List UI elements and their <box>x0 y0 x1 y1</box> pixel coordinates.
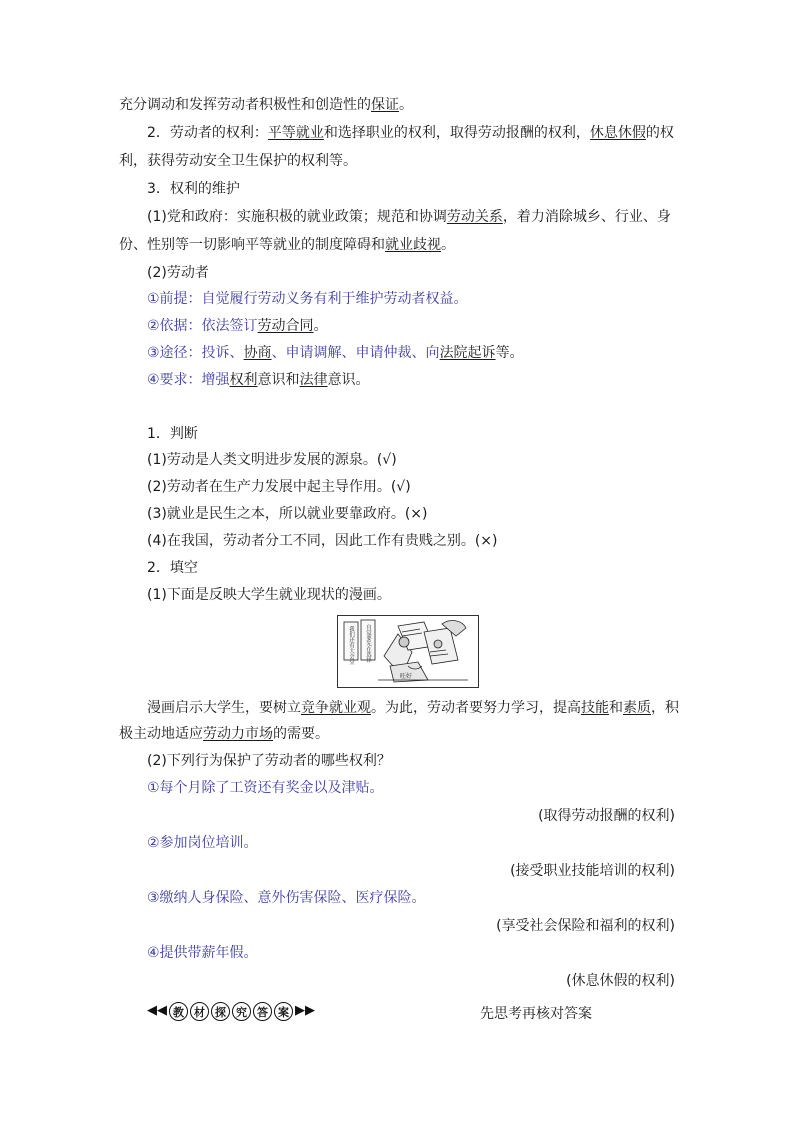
fill-r1: ①每个月除了工资还有奖金以及津贴。 <box>147 780 384 796</box>
fill-q1: (1)下面是反映大学生就业现状的漫画。 <box>147 587 391 603</box>
cartoon-caption-bottom: 旺好 <box>400 673 413 680</box>
banner-left-arrows-icon: ◀◀ <box>147 1003 167 1018</box>
cartoon-image <box>337 615 479 688</box>
item-requirement: ④要求：增强权利意识和法律意识。 <box>147 372 370 388</box>
fill-q2: (2)下列行为保护了劳动者的哪些权利？ <box>147 753 391 769</box>
banner-char: 探 <box>211 1002 230 1021</box>
banner-char: 究 <box>232 1002 251 1021</box>
judge-q2: (2)劳动者在生产力发展中起主导作用。(√) <box>147 479 411 495</box>
cartoon-caption-mid: 自觉要先在选择 <box>365 624 371 663</box>
banner-right-arrows-icon: ▶▶ <box>295 1003 315 1018</box>
fill-r4-answer: (休息休假的权利) <box>566 973 675 989</box>
banner-char: 案 <box>274 1002 293 1021</box>
banner-char: 教 <box>169 1002 188 1021</box>
para-government-line2: 份、性别等一切影响平等就业的制度障碍和就业歧视。 <box>119 237 455 253</box>
judge-title: 1．判断 <box>147 426 198 442</box>
banner-char: 材 <box>190 1002 209 1021</box>
textbook-answer-banner <box>147 999 315 1023</box>
judge-q3: (3)就业是民生之本，所以就业要靠政府。(×) <box>147 506 428 522</box>
cartoon-drawing <box>338 616 478 687</box>
fill-r2: ②参加岗位培训。 <box>147 835 258 851</box>
item-approach: ③途径：投诉、协商、申请调解、申请仲裁、向法院起诉等。 <box>147 345 524 361</box>
fill-r1-answer: (取得劳动报酬的权利) <box>538 808 675 824</box>
banner-char: 答 <box>253 1002 272 1021</box>
item-premise: ①前提：自觉履行劳动义务有利于维护劳动者权益。 <box>147 291 468 307</box>
fill-answer1-line2: 极主动地适应劳动力市场的需要。 <box>119 726 329 742</box>
cartoon-caption-left: 我们还有大会堂 <box>348 626 354 665</box>
para-rights-line1: 2．劳动者的权利：平等就业和选择职业的权利，取得劳动报酬的权利，休息休假的权 <box>147 125 674 141</box>
fill-r3: ③缴纳人身保险、意外伤害保险、医疗保险。 <box>147 890 426 906</box>
section-title-rights-protection: 3．权利的维护 <box>147 181 240 197</box>
banner-tip: 先思考再核对答案 <box>480 1006 592 1022</box>
para-rights-line2: 利，获得劳动安全卫生保护的权利等。 <box>119 153 357 169</box>
fill-answer1-line1: 漫画启示大学生，要树立竞争就业观。为此，劳动者要努力学习，提高技能和素质，积 <box>147 700 679 716</box>
judge-q4: (4)在我国，劳动者分工不同，因此工作有贵贱之别。(×) <box>147 533 498 549</box>
subsection-workers: (2)劳动者 <box>147 265 209 281</box>
item-basis: ②依据：依法签订劳动合同。 <box>147 318 328 334</box>
fill-r4: ④提供带薪年假。 <box>147 945 258 961</box>
para-government-line1: (1)党和政府：实施积极的就业政策；规范和协调劳动关系，着力消除城乡、行业、身 <box>147 209 671 225</box>
para-guarantee: 充分调动和发挥劳动者积极性和创造性的保证。 <box>119 97 413 113</box>
fill-title: 2．填空 <box>147 560 198 576</box>
fill-r2-answer: (接受职业技能培训的权利) <box>510 863 675 879</box>
fill-r3-answer: (享受社会保险和福利的权利) <box>496 918 675 934</box>
judge-q1: (1)劳动是人类文明进步发展的源泉。(√) <box>147 452 397 468</box>
